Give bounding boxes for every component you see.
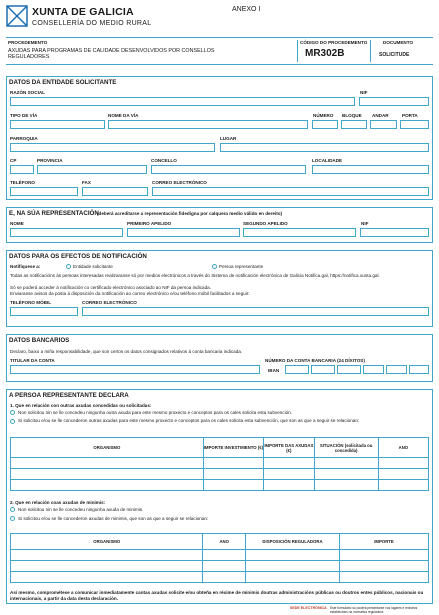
iban-label: IBAN bbox=[268, 368, 280, 373]
fax-input[interactable] bbox=[82, 187, 148, 196]
logo-subtitle: CONSELLERÍA DO MEDIO RURAL bbox=[32, 20, 152, 27]
q2-option-yes[interactable] bbox=[10, 516, 15, 521]
porta-label: PORTA bbox=[402, 113, 418, 118]
lugar-label: LUGAR bbox=[220, 136, 237, 141]
bank-section bbox=[6, 334, 433, 382]
razon-social-input[interactable] bbox=[10, 97, 355, 106]
rep-ap2-input[interactable] bbox=[243, 228, 356, 237]
sede-label: SEDE ELECTRÓNICA bbox=[290, 606, 327, 610]
notification-text-2: Só se poderá acceder á notificación co certificado electrónico asociado ao NIF da persoa indicada. bbox=[10, 285, 211, 290]
fax-label: FAX bbox=[82, 180, 91, 185]
lugar-input[interactable] bbox=[220, 143, 429, 152]
annex-label: ANEXO I bbox=[232, 6, 261, 13]
tipo-via-label: TIPO DE VÍA bbox=[10, 113, 38, 118]
q1-label: 1. Que en relación con outras axudas concedidas ou solicitadas: bbox=[10, 403, 152, 408]
notif-email-input[interactable] bbox=[82, 307, 429, 316]
q1-option-no-label: Non solicitou nin se lle concedeu ningunha outra axuda para este mesmo proxecto e conceptos para os cales solicita esta subvención. bbox=[18, 410, 293, 415]
q2-option-no[interactable] bbox=[10, 507, 15, 512]
procedure-divider bbox=[370, 40, 371, 62]
iban-group-5[interactable] bbox=[386, 365, 407, 374]
entity-title: DATOS DA ENTIDADE SOLICITANTE bbox=[9, 79, 117, 86]
notification-text-1: Todas as notificacións ás persoas interesadas realizaranse só por medios electrónicos a través do Sistema de notificación electrónica de Galicia Notifica.gal, https://notifica.xunta.gal. bbox=[10, 273, 380, 278]
numero-input[interactable] bbox=[312, 120, 338, 129]
q2-option-no-label: Non solicitou nin se lle concedeu ningunha axuda de minimis. bbox=[18, 507, 144, 512]
andar-label: ANDAR bbox=[372, 113, 389, 118]
closing-text: Así mesmo, comprométese a comunicar inmediatamente cantas axudas solicite e/ou obteña en réxime de minimis doutras administracións públicas ou doutros entes públicos, nacionais ou internacionais, a partir da data desta declaración. bbox=[10, 590, 424, 601]
q1-option-yes[interactable] bbox=[10, 419, 15, 424]
q1-option-no[interactable] bbox=[10, 410, 15, 415]
rep-ap1-label: PRIMEIRO APELIDO bbox=[127, 221, 172, 226]
iban-group-4[interactable] bbox=[363, 365, 384, 374]
procedure-label: PROCEDEMENTO bbox=[8, 40, 48, 45]
footer-note: Este formulario só poderá presentarse nos lugares e rexistros establecidos na normativa reguladora. bbox=[330, 606, 418, 614]
nome-via-input[interactable] bbox=[108, 120, 308, 129]
rep-nif-label: NIF bbox=[361, 221, 369, 226]
concello-label: CONCELLO bbox=[151, 158, 177, 163]
rep-ap2-label: SEGUNDO APELIDO bbox=[243, 221, 288, 226]
razon-social-label: RAZÓN SOCIAL bbox=[10, 90, 45, 95]
col-importe-investimento: IMPORTE INVESTIMENTO (€) bbox=[203, 438, 263, 458]
radio-entidade[interactable] bbox=[66, 264, 71, 269]
radio-persoa[interactable] bbox=[212, 264, 217, 269]
nif-label: NIF bbox=[360, 90, 368, 95]
iban-group-1[interactable] bbox=[285, 365, 309, 374]
bloque-label: BLOQUE bbox=[342, 113, 362, 118]
parroquia-label: PARROQUIA bbox=[10, 136, 38, 141]
document-type: SOLICITUDE bbox=[379, 52, 410, 58]
numero-label: NÚMERO bbox=[313, 113, 334, 118]
nif-input[interactable] bbox=[359, 97, 429, 106]
q1-option-yes-label: Si solicitou e/ou se lle concederon outras axudas para este mesmo proxecto e conceptos para os cales solicita esta subvención, que son as que a seguir se relacionan: bbox=[18, 418, 360, 423]
header bbox=[6, 3, 433, 33]
holder-label: TITULAR DA CONTA bbox=[10, 358, 55, 363]
representative-note: (deberá acreditarse a representación fidedigna por calquera medio válido en dereito) bbox=[97, 211, 283, 216]
rep-nome-label: NOME bbox=[10, 221, 24, 226]
col-organismo: ORGANISMO bbox=[11, 534, 203, 550]
q2-option-yes-label: Si solicitou e/ou se lle concederon axudas de minimis, que son as que a seguir se relacionan: bbox=[18, 516, 209, 521]
q2-label: 2. Que en relación coas axudas de minimis: bbox=[10, 500, 106, 505]
procedure-code: MR302B bbox=[305, 48, 345, 59]
rep-ap1-input[interactable] bbox=[127, 228, 240, 237]
other-aid-table bbox=[10, 437, 429, 491]
bloque-input[interactable] bbox=[341, 120, 367, 129]
telefono-label: TELÉFONO bbox=[10, 180, 36, 185]
xunta-logo-icon bbox=[6, 5, 28, 27]
account-label: NÚMERO DA CONTA BANCARIA (24 DÍXITOS) bbox=[265, 358, 365, 363]
col-ano: ANO bbox=[378, 438, 428, 458]
notify-label: Notifíquese a: bbox=[10, 264, 41, 269]
radio-persoa-label: Persoa representante bbox=[219, 264, 264, 269]
col-ano: ANO bbox=[203, 534, 246, 550]
col-disposicion: DISPOSICIÓN REGULADORA bbox=[245, 534, 339, 550]
porta-input[interactable] bbox=[400, 120, 429, 129]
table-row[interactable] bbox=[11, 561, 429, 572]
notification-text-3: Enviaranse avisos da posta á disposición da notificación ao correo electrónico e/ou teléfono móbil facilitados a seguir: bbox=[10, 291, 250, 296]
holder-input[interactable] bbox=[10, 365, 260, 374]
logo-title: XUNTA DE GALICIA bbox=[32, 6, 134, 18]
iban-group-6[interactable] bbox=[409, 365, 429, 374]
col-organismo: ORGANISMO bbox=[11, 438, 204, 458]
localidade-label: LOCALIDADE bbox=[312, 158, 343, 163]
table-row[interactable] bbox=[11, 480, 429, 491]
correo-input[interactable] bbox=[152, 187, 429, 196]
nome-via-label: NOME DA VÍA bbox=[108, 113, 139, 118]
radio-entidade-label: Entidade solicitante bbox=[73, 264, 113, 269]
minimis-table bbox=[10, 533, 429, 583]
mobile-label: TELÉFONO MÓBIL bbox=[10, 300, 52, 305]
table-row[interactable] bbox=[11, 550, 429, 561]
col-importe: IMPORTE bbox=[340, 534, 429, 550]
table-row[interactable] bbox=[11, 469, 429, 480]
bank-declare: Declaro, baixo a miña responsabilidade, que son certos os datos consignados relativos á conta bancaria indicada. bbox=[10, 349, 243, 354]
telefono-input[interactable] bbox=[10, 187, 78, 196]
parroquia-input[interactable] bbox=[10, 143, 215, 152]
bank-title: DATOS BANCARIOS bbox=[9, 337, 70, 344]
rep-nome-input[interactable] bbox=[10, 228, 123, 237]
correo-label: CORREO ELECTRÓNICO bbox=[152, 180, 207, 185]
procedure-code-label: CÓDIGO DO PROCEDEMENTO bbox=[300, 40, 368, 45]
cp-label: CP bbox=[10, 158, 17, 163]
notif-email-label: CORREO ELECTRÓNICO bbox=[82, 300, 137, 305]
table-row[interactable] bbox=[11, 458, 429, 469]
notification-title: DATOS PARA OS EFECTOS DE NOTIFICACIÓN bbox=[9, 253, 147, 260]
declaration-title: A PERSOA REPRESENTANTE DECLARA bbox=[9, 392, 129, 399]
cp-input[interactable] bbox=[10, 165, 34, 174]
mobile-input[interactable] bbox=[10, 307, 78, 316]
tipo-via-input[interactable] bbox=[10, 120, 105, 129]
provincia-label: PROVINCIA bbox=[37, 158, 63, 163]
localidade-input[interactable] bbox=[312, 165, 429, 174]
rep-nif-input[interactable] bbox=[360, 228, 429, 237]
andar-input[interactable] bbox=[370, 120, 397, 129]
col-importe-axudas: IMPORTE DAS AXUDAS (€) bbox=[264, 438, 314, 458]
representative-title: E, NA SÚA REPRESENTACIÓN bbox=[9, 210, 99, 217]
procedure-title: AXUDAS PARA PROGRAMAS DE CALIDADE DESENVOLVIDOS POR CONSELLOS REGULADORES bbox=[8, 48, 215, 60]
procedure-divider bbox=[297, 40, 298, 62]
col-situacion: SITUACIÓN (solicitada ou concedida) bbox=[314, 438, 378, 458]
table-row[interactable] bbox=[11, 572, 429, 583]
iban-group-3[interactable] bbox=[337, 365, 361, 374]
iban-group-2[interactable] bbox=[311, 365, 335, 374]
document-label: DOCUMENTO bbox=[383, 40, 414, 45]
concello-input[interactable] bbox=[151, 165, 306, 174]
provincia-input[interactable] bbox=[37, 165, 147, 174]
